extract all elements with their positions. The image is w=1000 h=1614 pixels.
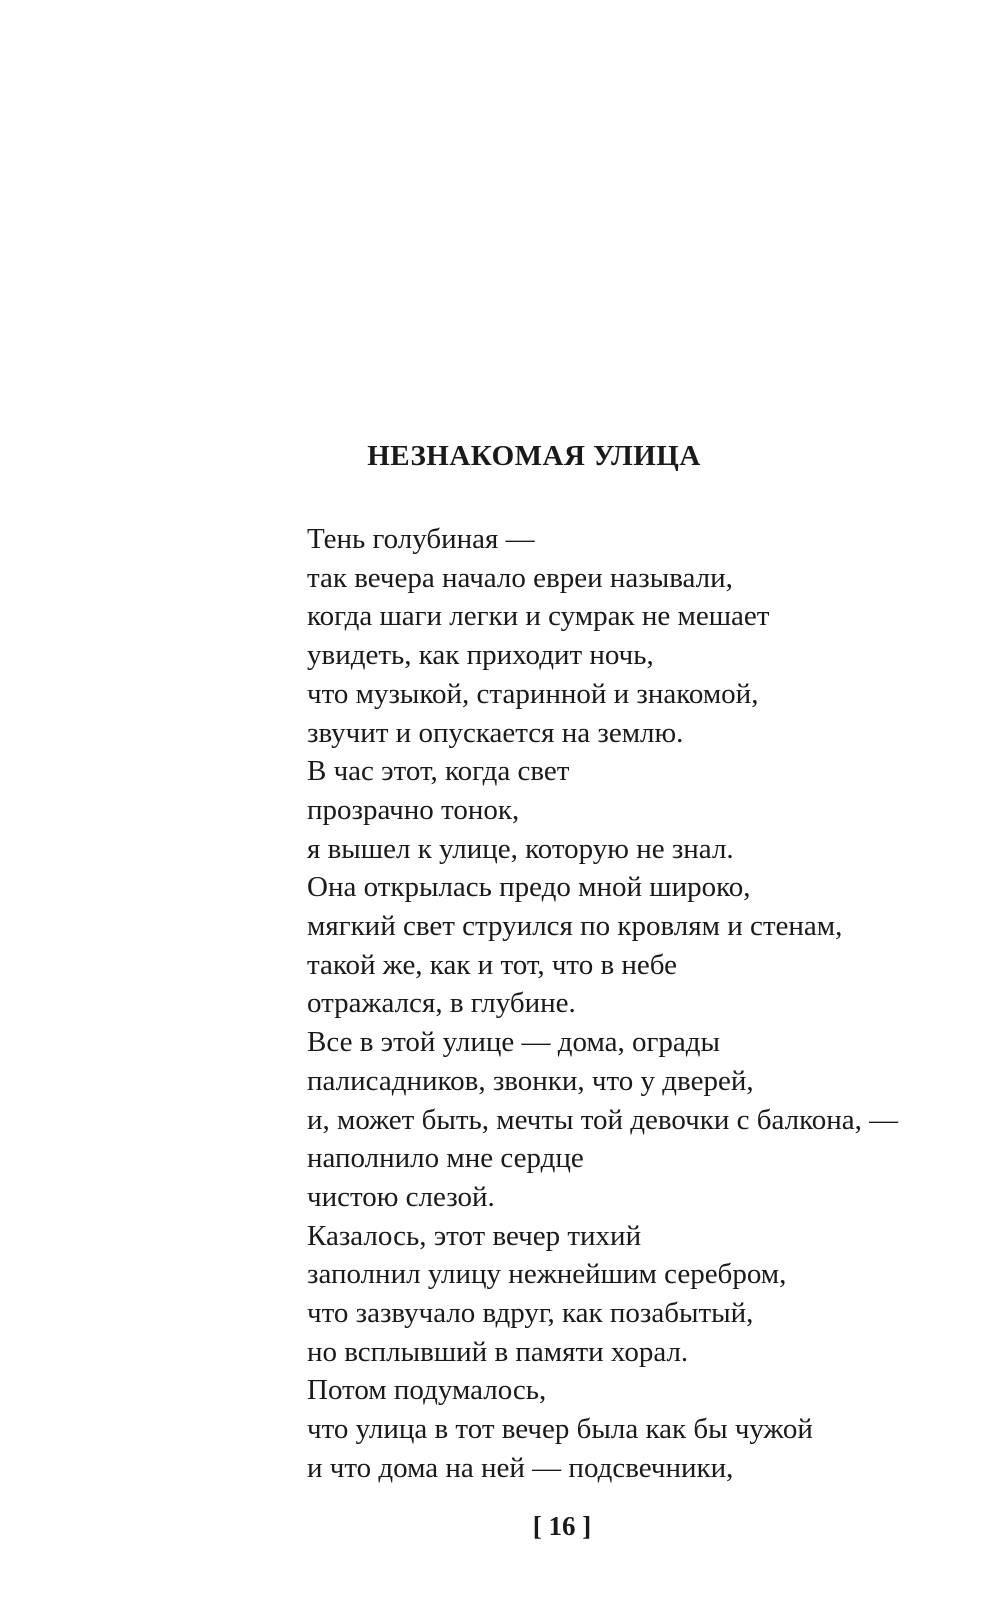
poem-line: звучит и опускается на землю. [307, 716, 684, 749]
poem-line: мягкий свет струился по кровлям и стенам, [307, 910, 843, 943]
poem-line: так вечера начало евреи называли, [307, 561, 733, 594]
poem-title: НЕЗНАКОМАЯ УЛИЦА [367, 440, 701, 472]
poem-line: Все в этой улице — дома, ограды [307, 1026, 720, 1059]
poem-line: что зазвучало вдруг, как позабытый, [307, 1297, 754, 1330]
poem-line: и что дома на ней — подсвечники, [307, 1451, 734, 1484]
poem-body [307, 520, 898, 1488]
poem-line: когда шаги легки и сумрак не мешает [307, 600, 770, 633]
poem-line: и, может быть, мечты той девочки с балкона, — [307, 1103, 899, 1136]
poem-line: отражался, в глубине. [307, 987, 576, 1020]
poem-line: заполнил улицу нежнейшим серебром, [307, 1258, 787, 1291]
poem-line: Тень голубиная — [307, 523, 535, 555]
poem-line: увидеть, как приходит ночь, [307, 639, 654, 672]
poem-line: я вышел к улице, которую не знал. [307, 832, 734, 865]
poem-line: В час этот, когда свет [307, 755, 570, 788]
poem-line: прозрачно тонок, [307, 793, 520, 826]
page-number: [ 16 ] [532, 1511, 592, 1541]
poem-line: чистою слезой. [307, 1180, 495, 1213]
poem-line: такой же, как и тот, что в небе [307, 948, 678, 981]
poem-line: что улица в тот вечер была как бы чужой [307, 1413, 813, 1446]
poem-line: наполнило мне сердце [307, 1142, 584, 1175]
poem-line: Она открылась предо мной широко, [307, 871, 751, 904]
poem-line: что музыкой, старинной и знакомой, [307, 677, 759, 710]
poem-line: Потом подумалось, [307, 1374, 547, 1407]
poem-line: Казалось, этот вечер тихий [307, 1219, 642, 1252]
poem-line: но всплывший в памяти хорал. [307, 1335, 689, 1368]
poem-line: палисадников, звонки, что у дверей, [307, 1064, 754, 1097]
